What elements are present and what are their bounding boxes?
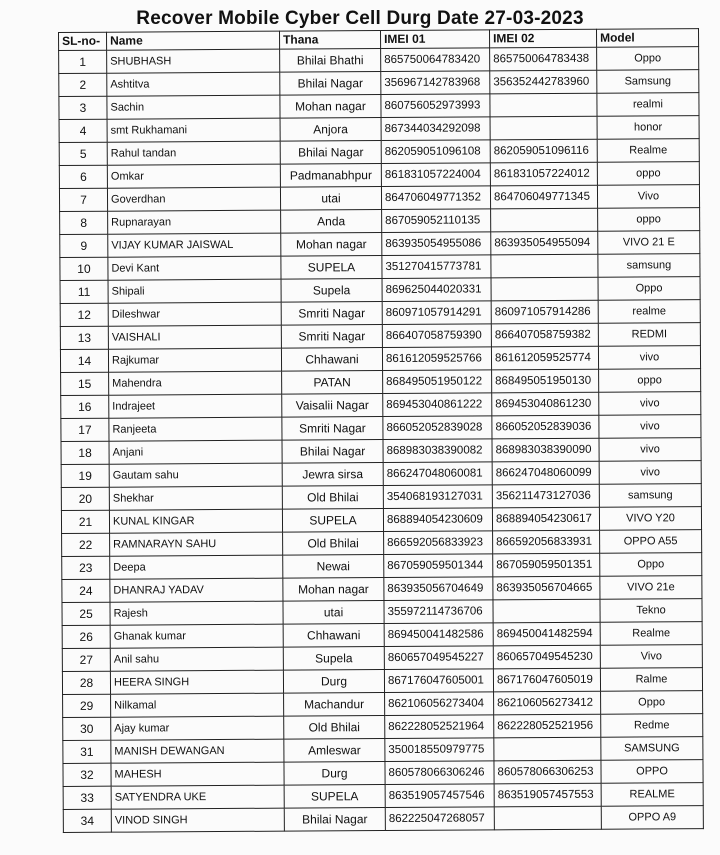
- cell-sl-no: 15: [61, 372, 109, 395]
- cell-thana: Chhawani: [281, 348, 382, 372]
- cell-sl-no: 4: [59, 119, 107, 142]
- cell-name: Anjani: [109, 440, 282, 464]
- cell-thana: Mohan nagar: [280, 95, 381, 119]
- cell-thana: SUPELA: [281, 256, 382, 280]
- cell-sl-no: 2: [59, 73, 107, 96]
- header-imei-01: IMEI 01: [380, 30, 489, 49]
- cell-imei-02: [491, 254, 598, 278]
- cell-thana: PATAN: [282, 371, 383, 395]
- cell-imei-01: 867176047605001: [384, 669, 493, 693]
- cell-model: OPPO A9: [601, 806, 703, 830]
- cell-imei-01: 866592056833923: [384, 531, 493, 555]
- cell-name: Anil sahu: [110, 647, 283, 671]
- cell-imei-01: 862225047268057: [385, 807, 494, 831]
- cell-model: Vivo: [597, 185, 699, 209]
- cell-model: Ralme: [600, 668, 702, 692]
- cell-model: oppo: [599, 369, 701, 393]
- cell-sl-no: 14: [60, 349, 108, 372]
- recovered-mobiles-table: [58, 28, 704, 833]
- cell-thana: Bhilai Bhathi: [280, 49, 381, 73]
- cell-sl-no: 24: [62, 579, 110, 602]
- cell-imei-01: 860578066306246: [385, 761, 494, 785]
- cell-imei-02: 863935054955094: [491, 231, 598, 255]
- cell-model: OPPO: [601, 760, 703, 784]
- cell-sl-no: 34: [63, 809, 111, 832]
- cell-name: Shekhar: [109, 486, 282, 510]
- cell-model: REALME: [601, 783, 703, 807]
- cell-imei-02: [493, 599, 600, 623]
- cell-imei-02: 860578066306253: [494, 760, 601, 784]
- cell-model: REDMI: [598, 323, 700, 347]
- cell-imei-01: 868983038390082: [383, 439, 492, 463]
- cell-name: Gautam sahu: [109, 463, 282, 487]
- cell-imei-02: 866592056833931: [493, 530, 600, 554]
- cell-model: Realme: [597, 139, 699, 163]
- cell-imei-01: 862228052521964: [385, 715, 494, 739]
- cell-sl-no: 27: [62, 648, 110, 671]
- cell-name: smt Rukhamani: [107, 118, 280, 142]
- cell-imei-01: 861612059525766: [382, 347, 491, 371]
- cell-imei-02: 869453040861230: [492, 392, 599, 416]
- cell-model: Oppo: [600, 553, 702, 577]
- cell-sl-no: 26: [62, 625, 110, 648]
- cell-model: VIVO Y20: [599, 507, 701, 531]
- cell-thana: Chhawani: [283, 624, 384, 648]
- cell-sl-no: 30: [63, 717, 111, 740]
- cell-model: OPPO A55: [600, 530, 702, 554]
- cell-imei-02: 861612059525774: [491, 346, 598, 370]
- cell-thana: Durg: [284, 762, 385, 786]
- cell-name: RAMNARAYN SAHU: [110, 532, 283, 556]
- cell-sl-no: 31: [63, 740, 111, 763]
- cell-imei-02: 868894054230617: [492, 507, 599, 531]
- cell-thana: Supela: [281, 279, 382, 303]
- cell-imei-02: [494, 737, 601, 761]
- cell-thana: Old Bhilai: [284, 716, 385, 740]
- cell-thana: Bhilai Nagar: [282, 440, 383, 464]
- cell-name: Goverdhan: [107, 187, 280, 211]
- cell-name: Omkar: [107, 164, 280, 188]
- cell-thana: Smriti Nagar: [281, 325, 382, 349]
- cell-name: Nilkamal: [111, 693, 284, 717]
- cell-imei-01: 863519057457546: [385, 784, 494, 808]
- cell-imei-01: 351270415773781: [382, 255, 491, 279]
- cell-imei-02: 866407058759382: [491, 323, 598, 347]
- cell-model: vivo: [599, 415, 701, 439]
- cell-imei-02: 862059051096116: [490, 139, 597, 163]
- cell-name: Rahul tandan: [107, 141, 280, 165]
- cell-sl-no: 33: [63, 786, 111, 809]
- cell-name: Mahendra: [109, 371, 282, 395]
- cell-name: Ghanak kumar: [110, 624, 283, 648]
- cell-name: Devi Kant: [108, 256, 281, 280]
- cell-thana: SUPELA: [284, 785, 385, 809]
- document-title: Recover Mobile Cyber Cell Durg Date 27-03-2023: [136, 8, 584, 29]
- cell-name: HEERA SINGH: [110, 670, 283, 694]
- cell-imei-01: 863935056704649: [384, 577, 493, 601]
- cell-sl-no: 7: [59, 188, 107, 211]
- cell-imei-02: 867059059501351: [493, 553, 600, 577]
- cell-name: Ranjeeta: [109, 417, 282, 441]
- cell-imei-02: 863935056704665: [493, 576, 600, 600]
- cell-imei-02: 865750064783438: [490, 47, 597, 71]
- cell-name: Ashtitva: [107, 72, 280, 96]
- cell-sl-no: 12: [60, 303, 108, 326]
- cell-model: SAMSUNG: [601, 737, 703, 761]
- cell-imei-01: 864706049771352: [381, 186, 490, 210]
- cell-imei-02: 860657049545230: [493, 645, 600, 669]
- cell-imei-02: 866247048060099: [492, 461, 599, 485]
- cell-name: Rupnarayan: [108, 210, 281, 234]
- cell-thana: Anjora: [280, 118, 381, 142]
- cell-imei-02: [491, 208, 598, 232]
- cell-sl-no: 18: [61, 441, 109, 464]
- cell-imei-02: 356211473127036: [492, 484, 599, 508]
- cell-imei-02: 356352442783960: [490, 70, 597, 94]
- cell-thana: Smriti Nagar: [281, 302, 382, 326]
- cell-thana: Mohan nagar: [283, 578, 384, 602]
- cell-model: oppo: [598, 208, 700, 232]
- cell-sl-no: 22: [62, 533, 110, 556]
- cell-name: Shipali: [108, 279, 281, 303]
- cell-sl-no: 6: [59, 165, 107, 188]
- cell-thana: Padmanabhpur: [280, 164, 381, 188]
- cell-thana: Bhilai Nagar: [280, 72, 381, 96]
- cell-sl-no: 9: [60, 234, 108, 257]
- cell-thana: Jewra sirsa: [282, 463, 383, 487]
- cell-sl-no: 11: [60, 280, 108, 303]
- header-model: Model: [596, 29, 698, 48]
- cell-model: Redme: [601, 714, 703, 738]
- cell-imei-01: 862106056273404: [385, 692, 494, 716]
- cell-thana: Bhilai Nagar: [280, 141, 381, 165]
- cell-name: DHANRAJ YADAV: [110, 578, 283, 602]
- cell-imei-01: 869625044020331: [382, 278, 491, 302]
- cell-imei-01: 866407058759390: [382, 324, 491, 348]
- cell-name: Rajkumar: [108, 348, 281, 372]
- table-row: [63, 806, 703, 833]
- cell-imei-02: [491, 277, 598, 301]
- cell-model: vivo: [599, 392, 701, 416]
- header-thana: Thana: [279, 31, 380, 50]
- cell-model: Samsung: [597, 70, 699, 94]
- cell-thana: Vaisalii Nagar: [282, 394, 383, 418]
- cell-model: vivo: [599, 438, 701, 462]
- cell-sl-no: 19: [61, 464, 109, 487]
- cell-thana: Old Bhilai: [282, 486, 383, 510]
- cell-imei-01: 861831057224004: [381, 163, 490, 187]
- cell-model: Oppo: [601, 691, 703, 715]
- cell-imei-01: 865750064783420: [381, 48, 490, 72]
- cell-imei-02: [490, 116, 597, 140]
- cell-imei-01: 350018550979775: [385, 738, 494, 762]
- cell-name: Rajesh: [110, 601, 283, 625]
- cell-imei-01: 869450041482586: [384, 623, 493, 647]
- table-body: [59, 47, 704, 833]
- cell-imei-02: 868983038390090: [492, 438, 599, 462]
- cell-imei-01: 354068193127031: [383, 485, 492, 509]
- header-imei-02: IMEI 02: [489, 29, 596, 48]
- header-name: Name: [107, 31, 280, 50]
- cell-model: vivo: [598, 346, 700, 370]
- cell-name: Ajay kumar: [111, 716, 284, 740]
- cell-imei-01: 860756052973993: [381, 94, 490, 118]
- cell-imei-02: 861831057224012: [490, 162, 597, 186]
- cell-sl-no: 10: [60, 257, 108, 280]
- cell-imei-02: 862106056273412: [494, 691, 601, 715]
- cell-imei-01: 868495051950122: [383, 370, 492, 394]
- cell-imei-02: 867176047605019: [493, 668, 600, 692]
- cell-imei-01: 867344034292098: [381, 117, 490, 141]
- cell-sl-no: 5: [59, 142, 107, 165]
- cell-imei-02: [494, 806, 601, 830]
- cell-imei-01: 867059052110135: [382, 209, 491, 233]
- cell-model: VIVO 21e: [600, 576, 702, 600]
- cell-imei-01: 863935054955086: [382, 232, 491, 256]
- cell-imei-02: 864706049771345: [490, 185, 597, 209]
- cell-sl-no: 23: [62, 556, 110, 579]
- cell-imei-02: 866052052839036: [492, 415, 599, 439]
- cell-imei-02: [490, 93, 597, 117]
- cell-imei-02: 862228052521956: [494, 714, 601, 738]
- cell-name: Sachin: [107, 95, 280, 119]
- cell-name: VINOD SINGH: [111, 808, 284, 832]
- cell-model: honor: [597, 116, 699, 140]
- cell-imei-01: 356967142783968: [381, 71, 490, 95]
- cell-name: KUNAL KINGAR: [109, 509, 282, 533]
- cell-sl-no: 13: [60, 326, 108, 349]
- cell-thana: Mohan nagar: [281, 233, 382, 257]
- header-sl-no: SL-no-: [59, 32, 107, 50]
- cell-imei-01: 866052052839028: [383, 416, 492, 440]
- cell-thana: Durg: [283, 670, 384, 694]
- cell-sl-no: 29: [63, 694, 111, 717]
- cell-thana: SUPELA: [282, 509, 383, 533]
- cell-sl-no: 28: [62, 671, 110, 694]
- cell-model: vivo: [599, 461, 701, 485]
- cell-name: VAISHALI: [108, 325, 281, 349]
- cell-imei-01: 866247048060081: [383, 462, 492, 486]
- cell-sl-no: 17: [61, 418, 109, 441]
- cell-name: Deepa: [110, 555, 283, 579]
- cell-thana: utai: [280, 187, 381, 211]
- cell-name: SATYENDRA UKE: [111, 785, 284, 809]
- cell-imei-02: 860971057914286: [491, 300, 598, 324]
- cell-model: Oppo: [598, 277, 700, 301]
- cell-model: Oppo: [597, 47, 699, 71]
- cell-thana: Supela: [283, 647, 384, 671]
- cell-sl-no: 21: [61, 510, 109, 533]
- cell-thana: utai: [283, 601, 384, 625]
- cell-imei-02: 868495051950130: [492, 369, 599, 393]
- cell-model: realme: [598, 300, 700, 324]
- cell-model: Vivo: [600, 645, 702, 669]
- cell-name: MANISH DEWANGAN: [111, 739, 284, 763]
- cell-thana: Amleswar: [284, 739, 385, 763]
- cell-imei-01: 860657049545227: [384, 646, 493, 670]
- cell-thana: Anda: [281, 210, 382, 234]
- cell-sl-no: 1: [59, 50, 107, 73]
- cell-imei-01: 860971057914291: [382, 301, 491, 325]
- cell-sl-no: 32: [63, 763, 111, 786]
- cell-name: Indrajeet: [109, 394, 282, 418]
- cell-imei-01: 869453040861222: [383, 393, 492, 417]
- cell-model: Tekno: [600, 599, 702, 623]
- cell-name: SHUBHASH: [107, 49, 280, 73]
- cell-imei-02: 869450041482594: [493, 622, 600, 646]
- cell-imei-01: 868894054230609: [383, 508, 492, 532]
- cell-name: Dileshwar: [108, 302, 281, 326]
- cell-sl-no: 8: [60, 211, 108, 234]
- cell-imei-01: 862059051096108: [381, 140, 490, 164]
- cell-model: samsung: [598, 254, 700, 278]
- cell-model: oppo: [597, 162, 699, 186]
- cell-model: samsung: [599, 484, 701, 508]
- cell-model: realmi: [597, 93, 699, 117]
- cell-name: MAHESH: [111, 762, 284, 786]
- cell-sl-no: 25: [62, 602, 110, 625]
- cell-sl-no: 3: [59, 96, 107, 119]
- cell-thana: Newai: [283, 555, 384, 579]
- cell-sl-no: 16: [61, 395, 109, 418]
- cell-thana: Old Bhilai: [283, 532, 384, 556]
- cell-name: VIJAY KUMAR JAISWAL: [108, 233, 281, 257]
- cell-thana: Machandur: [284, 693, 385, 717]
- cell-sl-no: 20: [61, 487, 109, 510]
- cell-thana: Bhilai Nagar: [284, 808, 385, 832]
- cell-thana: Smriti Nagar: [282, 417, 383, 441]
- cell-imei-01: 867059059501344: [384, 554, 493, 578]
- cell-imei-01: 355972114736706: [384, 600, 493, 624]
- cell-imei-02: 863519057457553: [494, 783, 601, 807]
- cell-model: Realme: [600, 622, 702, 646]
- cell-model: VIVO 21 E: [598, 231, 700, 255]
